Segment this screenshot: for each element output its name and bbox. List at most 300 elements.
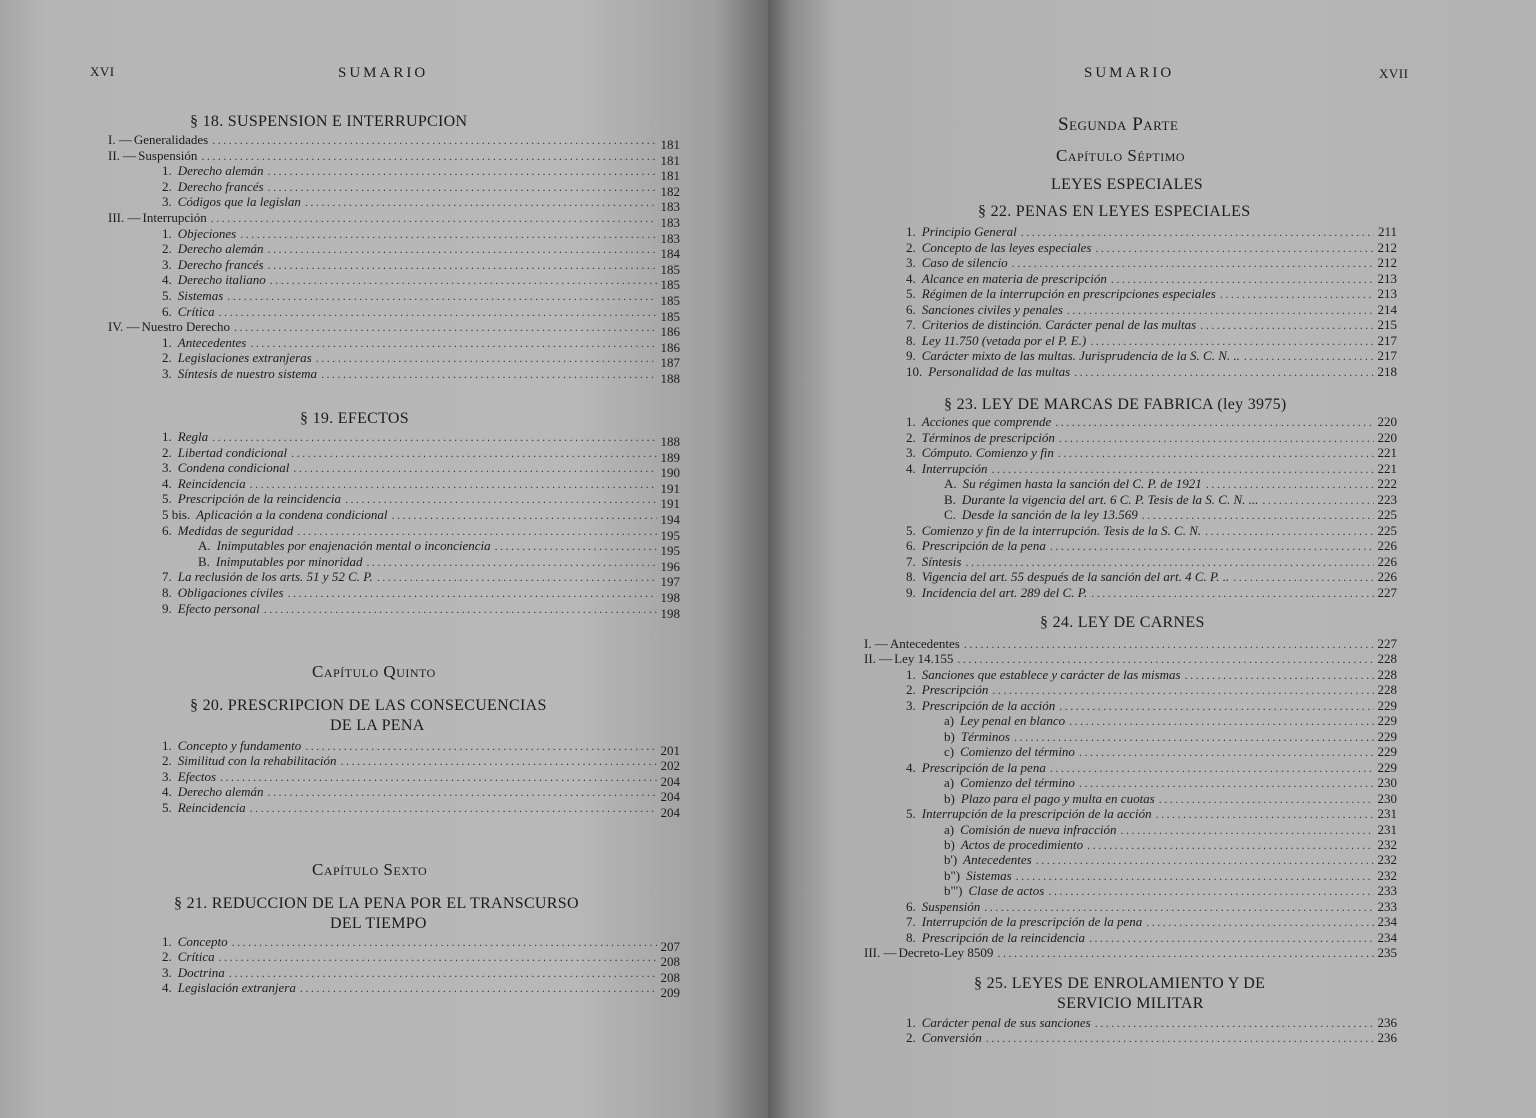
toc-entry[interactable] xyxy=(944,729,1397,744)
toc-entry[interactable] xyxy=(906,430,1397,445)
toc-entry[interactable] xyxy=(162,303,680,324)
entry-title: Derecho francés xyxy=(177,256,264,272)
dot-leader xyxy=(1012,256,1374,271)
entry-number: 2. xyxy=(162,178,172,194)
entry-number: 5. xyxy=(162,491,172,507)
dot-leader xyxy=(232,935,657,950)
toc-entry[interactable] xyxy=(906,255,1397,270)
entry-number: b') xyxy=(944,852,958,868)
entry-page-number: 212 xyxy=(1377,239,1397,255)
entry-title: Legislaciones extranjeras xyxy=(177,350,312,366)
entry-title: Interrupción xyxy=(142,210,207,225)
dot-leader xyxy=(1185,668,1374,683)
entry-page-number: 195 xyxy=(660,543,680,559)
entry-number: 10. xyxy=(906,363,923,379)
entry-title: Prescripción xyxy=(921,682,989,698)
entry-page-number: 212 xyxy=(1377,255,1397,270)
toc-entry[interactable] xyxy=(162,522,680,543)
entry-title: Obligaciones civiles xyxy=(177,585,284,600)
toc-entry[interactable] xyxy=(906,899,1397,914)
toc-entry[interactable] xyxy=(108,210,680,230)
toc-entry[interactable] xyxy=(944,837,1397,852)
entry-page-number: 235 xyxy=(1377,945,1397,961)
toc-entry[interactable] xyxy=(944,822,1397,837)
entry-page-number: 234 xyxy=(1377,929,1397,945)
entry-page-number: 181 xyxy=(660,168,680,184)
toc-entry[interactable] xyxy=(162,980,680,1001)
entry-number: 5. xyxy=(162,288,172,303)
entry-number: b") xyxy=(944,867,961,883)
dot-leader xyxy=(1095,241,1373,256)
entry-page-number: 227 xyxy=(1377,584,1397,600)
entry-page-number: 190 xyxy=(660,465,680,481)
dot-leader xyxy=(1036,853,1374,868)
entry-page-number: 189 xyxy=(660,449,680,465)
entry-title: Derecho italiano xyxy=(177,272,266,288)
toc-entry[interactable] xyxy=(864,945,1397,960)
toc-entry[interactable] xyxy=(906,364,1397,379)
toc-entry[interactable] xyxy=(906,302,1397,317)
dot-leader xyxy=(345,492,656,507)
section-heading: § 18. SUSPENSION E INTERRUPCION xyxy=(190,113,468,130)
entry-number: 6. xyxy=(906,301,916,317)
entry-title: Comienzo y fin de la interrupción. Tesis de la S. C. N. xyxy=(921,522,1202,538)
entry-number: 4. xyxy=(162,475,172,491)
dot-leader xyxy=(268,258,657,273)
toc-entry[interactable] xyxy=(906,461,1397,476)
toc-entry[interactable] xyxy=(906,445,1397,460)
toc-entry[interactable] xyxy=(906,569,1397,584)
entry-title: Inimputables por enajenación mental o inconciencia xyxy=(216,538,491,554)
entry-title: Similitud con la rehabilitación xyxy=(177,753,337,769)
entry-title: Plazo para el pago y multa en cuotas xyxy=(960,790,1155,806)
dot-leader xyxy=(1091,586,1373,601)
toc-entry[interactable] xyxy=(108,132,680,152)
entry-title: Ley 14.155 xyxy=(894,651,954,667)
entry-number: 3. xyxy=(906,445,916,460)
section-heading: § 22. PENAS EN LEYES ESPECIALES xyxy=(978,203,1251,220)
toc-entry[interactable] xyxy=(162,288,680,308)
section-heading-continued: DE LA PENA xyxy=(330,717,425,734)
entry-page-number: 211 xyxy=(1377,224,1397,239)
dot-leader xyxy=(270,273,657,288)
dot-leader xyxy=(1095,1016,1374,1031)
entry-title: Doctrina xyxy=(177,964,225,980)
toc-entry[interactable] xyxy=(906,1030,1397,1045)
entry-number: 3. xyxy=(162,194,172,210)
dot-leader xyxy=(1156,807,1374,822)
entry-number: 5. xyxy=(906,522,916,538)
toc-entry[interactable] xyxy=(906,585,1397,600)
dot-leader xyxy=(219,950,657,965)
entry-page-number: 229 xyxy=(1377,697,1397,713)
entry-title: Concepto y fundamento xyxy=(177,738,302,753)
entry-number: 8. xyxy=(906,332,916,348)
toc-entry[interactable] xyxy=(162,366,680,386)
entry-title: Desde la sanción de la ley 13.569 xyxy=(961,507,1138,522)
entry-title: Sistemas xyxy=(966,867,1012,883)
entry-number: a) xyxy=(944,713,955,729)
entry-title: Criterios de distinción. Carácter penal de las multas xyxy=(921,317,1197,332)
dot-leader xyxy=(250,477,657,492)
toc-entry[interactable] xyxy=(162,799,680,820)
toc-entry[interactable] xyxy=(162,600,680,621)
entry-number: 3. xyxy=(162,256,172,272)
entry-title: Caso de silencio xyxy=(921,255,1008,270)
entry-page-number: 226 xyxy=(1377,538,1397,553)
entry-number: 8. xyxy=(906,929,916,945)
toc-entry[interactable] xyxy=(162,194,680,215)
toc-entry[interactable] xyxy=(906,414,1397,429)
entry-number: 2. xyxy=(906,682,916,698)
entry-page-number: 198 xyxy=(660,605,680,621)
entry-number: II. — xyxy=(108,147,137,163)
dot-leader xyxy=(201,149,656,164)
toc-entry[interactable] xyxy=(162,949,680,970)
entry-number: 2. xyxy=(162,350,172,366)
entry-page-number: 236 xyxy=(1377,1015,1397,1030)
dot-leader xyxy=(227,289,656,304)
toc-entry[interactable] xyxy=(906,523,1397,538)
entry-title: Durante la vigencia del art. 6 C. P. Tesis de la S. C. N. ... xyxy=(961,491,1259,507)
toc-entry[interactable] xyxy=(906,317,1397,332)
entry-page-number: 218 xyxy=(1377,363,1397,379)
toc-entry[interactable] xyxy=(162,753,680,774)
entry-page-number: 217 xyxy=(1377,332,1397,348)
entry-page-number: 204 xyxy=(660,804,680,820)
entry-page-number: 185 xyxy=(660,261,680,277)
entry-number: 3. xyxy=(162,460,172,476)
dot-leader xyxy=(992,683,1373,698)
entry-title: Regla xyxy=(177,429,209,444)
entry-number: 2. xyxy=(906,429,916,445)
entry-number: A. xyxy=(198,538,211,554)
entry-number: 5 bis. xyxy=(162,507,191,522)
toc-entry[interactable] xyxy=(906,271,1397,286)
toc-entry[interactable] xyxy=(944,775,1397,790)
dot-leader xyxy=(367,555,657,570)
entry-number: 3. xyxy=(906,255,916,270)
entry-title: Suspensión xyxy=(138,147,198,163)
toc-entry[interactable] xyxy=(944,883,1397,898)
entry-page-number: 213 xyxy=(1377,270,1397,286)
entry-number: II. — xyxy=(864,651,893,667)
toc-entry[interactable] xyxy=(944,507,1397,522)
entry-page-number: 217 xyxy=(1377,348,1397,363)
entry-page-number: 185 xyxy=(660,277,680,293)
toc-entry[interactable] xyxy=(864,651,1397,666)
dot-leader xyxy=(220,770,656,785)
entry-title: La reclusión de los arts. 51 y 52 C. P. xyxy=(177,569,373,585)
entry-page-number: 223 xyxy=(1377,491,1397,507)
entry-number: 2. xyxy=(162,444,172,460)
toc-entry[interactable] xyxy=(162,738,680,758)
section-heading: § 19. EFECTOS xyxy=(300,410,409,427)
entry-number: 7. xyxy=(162,569,172,585)
toc-entry[interactable] xyxy=(906,240,1397,255)
toc-entry[interactable] xyxy=(162,491,680,512)
running-title: SUMARIO xyxy=(1084,65,1175,81)
entry-number: 1. xyxy=(162,334,172,350)
toc-entry[interactable] xyxy=(906,554,1397,569)
entry-title: Síntesis xyxy=(921,553,962,569)
entry-page-number: 204 xyxy=(660,773,680,789)
dot-leader xyxy=(1087,838,1373,853)
entry-page-number: 183 xyxy=(660,230,680,246)
entry-page-number: 231 xyxy=(1377,821,1397,837)
entry-title: Términos de prescripción xyxy=(921,429,1055,445)
dot-leader xyxy=(1059,431,1374,446)
entry-page-number: 229 xyxy=(1377,728,1397,744)
toc-entry[interactable] xyxy=(944,791,1397,806)
entry-number: 8. xyxy=(162,585,172,600)
entry-page-number: 196 xyxy=(660,558,680,574)
toc-entry[interactable] xyxy=(162,163,680,184)
entry-number: 2. xyxy=(906,1030,916,1046)
entry-number: 3. xyxy=(906,697,916,713)
toc-entry[interactable] xyxy=(162,350,680,371)
entry-number: 6. xyxy=(906,538,916,553)
dot-leader xyxy=(377,570,657,585)
dot-leader xyxy=(1206,477,1374,492)
entry-page-number: 229 xyxy=(1377,713,1397,729)
toc-entry[interactable] xyxy=(162,569,680,590)
entry-title: Nuestro Derecho xyxy=(141,319,230,335)
toc-entry[interactable] xyxy=(906,538,1397,553)
toc-entry[interactable] xyxy=(944,868,1397,883)
toc-entry[interactable] xyxy=(906,760,1397,775)
entry-page-number: 181 xyxy=(660,137,680,152)
dot-leader xyxy=(1048,884,1373,899)
toc-entry[interactable] xyxy=(162,475,680,496)
toc-entry[interactable] xyxy=(864,636,1397,651)
entry-title: Sanciones que establece y carácter de las mismas xyxy=(921,666,1181,682)
page-number: XVI xyxy=(90,64,115,79)
toc-entry[interactable] xyxy=(906,682,1397,697)
entry-number: 2. xyxy=(162,949,172,965)
entry-number: 1. xyxy=(162,163,172,179)
dot-leader xyxy=(268,180,657,195)
entry-number: 1. xyxy=(906,1015,916,1030)
entry-number: I. — xyxy=(108,132,132,147)
entry-title: Medidas de seguridad xyxy=(177,522,294,538)
toc-entry[interactable] xyxy=(162,964,680,985)
toc-entry[interactable] xyxy=(162,178,680,199)
dot-leader xyxy=(229,966,657,981)
entry-page-number: 185 xyxy=(660,293,680,308)
dot-leader xyxy=(986,1031,1374,1046)
entry-number: 4. xyxy=(162,272,172,288)
entry-number: 6. xyxy=(162,522,172,538)
entry-number: c) xyxy=(944,744,955,760)
entry-title: Crítica xyxy=(177,303,215,319)
toc-entry[interactable] xyxy=(906,224,1397,239)
entry-title: Suspensión xyxy=(921,898,981,914)
entry-title: Su régimen hasta la sanción del C. P. de 1921 xyxy=(962,476,1202,491)
dot-leader xyxy=(991,462,1373,477)
toc-entry[interactable] xyxy=(944,744,1397,759)
toc-entry[interactable] xyxy=(906,930,1397,945)
entry-title: Interrupción de la prescripción de la pena xyxy=(921,914,1143,930)
entry-title: Comienzo del término xyxy=(960,775,1075,791)
toc-entry[interactable] xyxy=(108,319,680,340)
toc-entry[interactable] xyxy=(198,553,680,574)
entry-page-number: 230 xyxy=(1377,775,1397,791)
entry-title: Crítica xyxy=(177,949,215,965)
toc-entry[interactable] xyxy=(906,667,1397,682)
dot-leader xyxy=(984,900,1373,915)
chapter-subtitle: LEYES ESPECIALES xyxy=(1051,176,1203,193)
dot-leader xyxy=(212,430,656,445)
dot-leader xyxy=(291,446,656,461)
page-number: XVII xyxy=(1379,66,1409,81)
entry-number: b"') xyxy=(944,883,963,899)
dot-leader xyxy=(250,801,657,816)
entry-page-number: 184 xyxy=(660,246,680,262)
toc-entry[interactable] xyxy=(162,334,680,355)
entry-number: 1. xyxy=(162,738,172,753)
entry-title: Legislación extranjera xyxy=(177,980,296,996)
entry-title: Antecedentes xyxy=(889,636,960,651)
entry-page-number: 209 xyxy=(660,985,680,1001)
toc-entry[interactable] xyxy=(162,460,680,481)
entry-title: Acciones que comprende xyxy=(921,414,1052,429)
toc-entry[interactable] xyxy=(944,713,1397,728)
dot-leader xyxy=(1120,823,1373,838)
entry-title: Derecho alemán xyxy=(177,784,264,800)
entry-title: Interrupción de la prescripción de la acción xyxy=(921,806,1152,822)
entry-number: III. — xyxy=(864,945,897,961)
entry-number: III. — xyxy=(108,210,141,225)
toc-entry[interactable] xyxy=(198,538,680,559)
toc-entry[interactable] xyxy=(906,348,1397,363)
dot-leader xyxy=(1200,318,1373,333)
entry-title: Cómputo. Comienzo y fin xyxy=(921,445,1054,460)
toc-entry[interactable] xyxy=(944,476,1397,491)
entry-title: Objeciones xyxy=(177,225,237,241)
toc-entry[interactable] xyxy=(906,914,1397,929)
dot-leader xyxy=(1090,334,1373,349)
entry-page-number: 201 xyxy=(660,743,680,758)
entry-title: Decreto-Ley 8509 xyxy=(898,945,994,961)
dot-leader xyxy=(1050,761,1374,776)
dot-leader xyxy=(1142,508,1374,523)
entry-title: Síntesis de nuestro sistema xyxy=(177,366,318,381)
dot-leader xyxy=(268,242,657,257)
entry-page-number: 225 xyxy=(1377,522,1397,538)
entry-number: 4. xyxy=(162,784,172,800)
toc-entry[interactable] xyxy=(162,256,680,277)
entry-title: Reincidencia xyxy=(177,799,246,815)
entry-title: Antecedentes xyxy=(177,334,247,350)
right-page xyxy=(768,0,1536,1118)
toc-entry[interactable] xyxy=(906,286,1397,301)
entry-title: Régimen de la interrupción en prescripciones especiales xyxy=(921,286,1216,301)
chapter-title: Capítulo Séptimo xyxy=(1056,146,1186,165)
entry-title: Generalidades xyxy=(133,132,209,147)
entry-page-number: 191 xyxy=(660,496,680,512)
entry-title: Códigos que la legislan xyxy=(177,194,301,210)
toc-entry[interactable] xyxy=(906,1015,1397,1030)
entry-title: Efecto personal xyxy=(177,600,260,616)
entry-page-number: 232 xyxy=(1377,852,1397,868)
dot-leader xyxy=(957,652,1373,667)
dot-leader xyxy=(219,305,657,320)
entry-title: Libertad condicional xyxy=(177,444,288,460)
section-heading: § 24. LEY DE CARNES xyxy=(1040,614,1205,631)
entry-page-number: 229 xyxy=(1377,759,1397,775)
entry-page-number: 208 xyxy=(660,954,680,970)
toc-entry[interactable] xyxy=(906,698,1397,713)
toc-entry[interactable] xyxy=(108,147,680,168)
entry-page-number: 232 xyxy=(1377,867,1397,883)
dot-leader xyxy=(1205,524,1373,539)
toc-entry[interactable] xyxy=(162,444,680,465)
chapter-title: Capítulo Quinto xyxy=(312,662,436,681)
entry-title: Vigencia del art. 55 después de la sanción del art. 4 C. P. .. xyxy=(921,569,1230,584)
entry-number: A. xyxy=(944,476,957,491)
entry-title: Principio General xyxy=(921,224,1017,239)
entry-title: Prescripción de la pena xyxy=(921,538,1046,553)
dot-leader xyxy=(305,195,657,210)
entry-title: Condena condicional xyxy=(177,460,290,476)
entry-number: 2. xyxy=(906,239,916,255)
entry-page-number: 197 xyxy=(660,574,680,590)
toc-entry[interactable] xyxy=(162,272,680,293)
toc-entry[interactable] xyxy=(162,507,680,527)
toc-entry[interactable] xyxy=(162,934,680,954)
section-heading: § 23. LEY DE MARCAS DE FABRICA (ley 3975) xyxy=(944,396,1287,413)
entry-page-number: 207 xyxy=(660,939,680,954)
toc-entry[interactable] xyxy=(944,852,1397,867)
dot-leader xyxy=(1111,272,1374,287)
section-heading: § 21. REDUCCION DE LA PENA POR EL TRANSCURSO xyxy=(174,895,579,912)
toc-entry[interactable] xyxy=(162,225,680,246)
entry-number: b) xyxy=(944,790,955,806)
entry-number: 6. xyxy=(162,303,172,319)
section-heading: § 25. LEYES DE ENROLAMIENTO Y DE xyxy=(974,975,1266,992)
toc-entry[interactable] xyxy=(162,784,680,805)
toc-entry[interactable] xyxy=(906,333,1397,348)
entry-page-number: 225 xyxy=(1377,507,1397,522)
entry-number: a) xyxy=(944,821,955,837)
entry-number: 1. xyxy=(162,934,172,949)
toc-entry[interactable] xyxy=(162,768,680,789)
dot-leader xyxy=(211,211,657,226)
entry-number: C. xyxy=(944,507,956,522)
dot-leader xyxy=(1058,446,1374,461)
toc-entry[interactable] xyxy=(906,806,1397,821)
entry-page-number: 195 xyxy=(660,527,680,543)
dot-leader xyxy=(305,739,656,754)
entry-page-number: 186 xyxy=(660,324,680,340)
dot-leader xyxy=(964,637,1374,652)
entry-number: IV. — xyxy=(108,319,140,335)
toc-entry[interactable] xyxy=(162,241,680,262)
dot-leader xyxy=(268,164,657,179)
entry-page-number: 226 xyxy=(1377,569,1397,584)
toc-entry[interactable] xyxy=(944,492,1397,507)
dot-leader xyxy=(1055,415,1373,430)
dot-leader xyxy=(316,351,657,366)
chapter-title: Capítulo Sexto xyxy=(312,860,428,879)
toc-entry[interactable] xyxy=(162,429,680,449)
entry-title: Comienzo del término xyxy=(960,744,1075,760)
toc-entry[interactable] xyxy=(162,585,680,605)
entry-number: 1. xyxy=(162,429,172,444)
entry-page-number: 220 xyxy=(1377,429,1397,445)
entry-page-number: 188 xyxy=(660,371,680,386)
